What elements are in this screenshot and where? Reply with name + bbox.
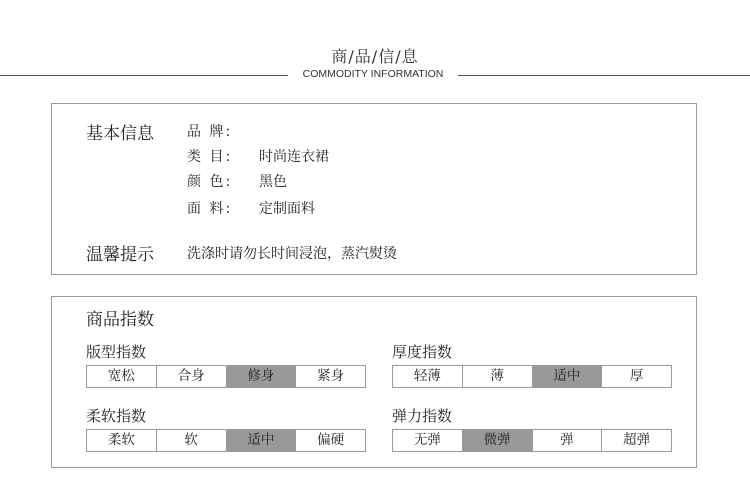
index-scale [392, 429, 672, 452]
index-option: 适中 [533, 366, 603, 387]
info-row-brand [187, 121, 259, 141]
index-group-label: 厚度指数 [392, 343, 453, 361]
index-scale [86, 365, 366, 388]
index-option: 弹 [533, 430, 603, 451]
info-row-color [187, 171, 287, 191]
index-option: 柔软 [87, 430, 157, 451]
index-group-softness [86, 405, 366, 452]
index-group-label: 版型指数 [86, 343, 147, 361]
index-option: 适中 [227, 430, 297, 451]
info-key: 类 目: [187, 149, 233, 165]
index-option: 紧身 [296, 366, 365, 387]
index-option: 薄 [463, 366, 533, 387]
basic-info-heading: 基本信息 [86, 124, 154, 144]
tip-text: 洗涤时请勿长时间浸泡，蒸汽熨烫 [187, 246, 397, 262]
index-option: 无弹 [393, 430, 463, 451]
tip-heading: 温馨提示 [86, 245, 154, 265]
index-scale [392, 365, 672, 388]
info-value: 定制面料 [259, 201, 315, 217]
index-group-thickness [392, 341, 672, 388]
index-group-label: 弹力指数 [392, 407, 453, 425]
index-group-fit [86, 341, 366, 388]
index-group-elasticity [392, 405, 672, 452]
index-option: 轻薄 [393, 366, 463, 387]
header-subtitle: COMMODITY INFORMATION [302, 68, 444, 80]
product-index-heading: 商品指数 [86, 310, 154, 330]
info-row-category [187, 146, 329, 166]
index-option: 偏硬 [296, 430, 365, 451]
info-key: 品 牌: [187, 124, 233, 140]
info-row-fabric [187, 198, 315, 218]
index-scale [86, 429, 366, 452]
info-key: 面 料: [187, 201, 233, 217]
header-rule-right [458, 75, 750, 76]
info-key: 颜 色: [187, 174, 233, 190]
index-option: 厚 [602, 366, 671, 387]
product-index-panel [51, 296, 697, 468]
index-option: 合身 [157, 366, 227, 387]
header-rule-left [0, 75, 288, 76]
index-option: 超弹 [602, 430, 671, 451]
index-group-label: 柔软指数 [86, 407, 147, 425]
header-title: 商/品/信/息 [331, 47, 419, 66]
info-value: 时尚连衣裙 [259, 149, 329, 165]
index-option: 微弹 [463, 430, 533, 451]
basic-info-panel [51, 103, 697, 275]
index-option: 宽松 [87, 366, 157, 387]
index-option: 软 [157, 430, 227, 451]
index-option: 修身 [227, 366, 297, 387]
info-value: 黑色 [259, 174, 287, 190]
